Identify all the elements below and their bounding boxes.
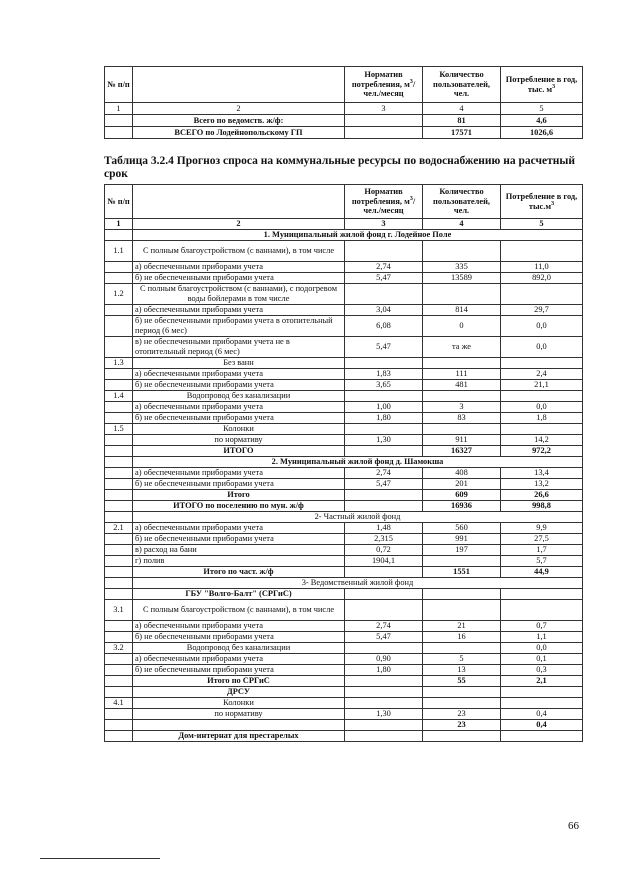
row-users: 408 [423,468,501,479]
row-label: ИТОГО по поселению по мун. ж/ф [133,501,345,512]
row-norm: 1,80 [345,413,423,424]
row-consumption: 9,9 [501,523,583,534]
row-users: 55 [423,676,501,687]
row-consumption [501,391,583,402]
row-consumption: 0,0 [501,316,583,337]
row-number [105,534,133,545]
row-norm [345,698,423,709]
table-row [105,665,583,676]
row-users: 0 [423,316,501,337]
row-label: ВСЕГО по Лодейнопольскому ГП [133,127,345,139]
row-norm: 1,30 [345,435,423,446]
row-number [105,435,133,446]
section-title: 3- Ведомственный жилой фонд [133,578,583,589]
row-number [105,273,133,284]
row-consumption: 1,8 [501,413,583,424]
row-number [105,413,133,424]
row-number [105,665,133,676]
row-label: Колонки [133,698,345,709]
row-norm [345,676,423,687]
row-number [105,305,133,316]
row-users [423,687,501,698]
row-label: Итого по СРГиС [133,676,345,687]
row-label: б) не обеспеченными приборами учета [133,665,345,676]
row-users [423,241,501,262]
section-title: 2. Муниципальный жилой фонд д. Шамокша [133,457,583,468]
row-label: б) не обеспеченными приборами учета в отопительный период (6 мес) [133,316,345,337]
column-number-row [105,219,583,230]
row-consumption: 13,2 [501,479,583,490]
row-consumption: 1026,6 [501,127,583,139]
row-norm [345,284,423,305]
row-number [105,720,133,731]
table-row [105,731,583,742]
table-header-row [105,67,583,103]
row-users: 16327 [423,446,501,457]
header-blank [133,185,345,219]
blank-cell [105,457,133,468]
row-consumption: 0,0 [501,402,583,413]
row-users: 911 [423,435,501,446]
row-norm [345,643,423,654]
table-row [105,369,583,380]
row-users: 1551 [423,567,501,578]
row-consumption: 44,9 [501,567,583,578]
row-norm: 0,72 [345,545,423,556]
row-number [105,380,133,391]
row-consumption [501,589,583,600]
row-users: 335 [423,262,501,273]
table-row [105,316,583,337]
page-number: 66 [568,820,579,832]
table-row [105,698,583,709]
row-norm: 1,83 [345,369,423,380]
row-norm: 1,30 [345,709,423,720]
row-consumption [501,424,583,435]
row-norm [345,600,423,621]
row-users: 197 [423,545,501,556]
row-norm: 3,04 [345,305,423,316]
row-number: 1.5 [105,424,133,435]
row-norm [345,241,423,262]
table-row [105,457,583,468]
row-number [105,676,133,687]
row-number [105,479,133,490]
row-number [105,687,133,698]
row-users [423,643,501,654]
col-index: 4 [423,103,501,115]
col-index: 3 [345,219,423,230]
row-norm: 5,47 [345,479,423,490]
row-norm: 3,65 [345,380,423,391]
table-row [105,424,583,435]
row-norm: 6,08 [345,316,423,337]
row-users: 991 [423,534,501,545]
table-row [105,512,583,523]
row-number [105,632,133,643]
row-number [105,654,133,665]
row-label: б) не обеспеченными приборами учета [133,413,345,424]
row-users: 23 [423,709,501,720]
row-consumption: 1,7 [501,545,583,556]
forecast-table [104,184,583,742]
row-users [423,391,501,402]
row-norm: 5,47 [345,632,423,643]
row-users: 23 [423,720,501,731]
col-index: 4 [423,219,501,230]
table-row [105,337,583,358]
row-label: б) не обеспеченными приборами учета [133,273,345,284]
row-label: ДРСУ [133,687,345,698]
header-users: Количество пользователей, чел. [423,185,501,219]
row-norm: 2,74 [345,468,423,479]
row-norm: 0,90 [345,654,423,665]
header-num: № п/п [105,67,133,103]
row-label: Колонки [133,424,345,435]
row-users: 814 [423,305,501,316]
row-consumption: 2,1 [501,676,583,687]
row-users: 83 [423,413,501,424]
table-row [105,578,583,589]
row-consumption: 4,6 [501,115,583,127]
row-label: Дом-интернат для престарелых [133,731,345,742]
col-index: 1 [105,103,133,115]
table-row [105,556,583,567]
table-row [105,391,583,402]
row-norm: 2,315 [345,534,423,545]
row-norm [345,687,423,698]
row-consumption [501,731,583,742]
row-consumption: 972,2 [501,446,583,457]
table-row [105,545,583,556]
row-label: в) не обеспеченными приборами учета не в отопительный период (6 мес) [133,337,345,358]
row-users [423,600,501,621]
row-number: 1.4 [105,391,133,402]
table-row [105,589,583,600]
row-label: б) не обеспеченными приборами учета [133,380,345,391]
blank-cell [105,512,133,523]
header-norm: Норматив потребления, $м^3/чел$./месяц [345,185,423,219]
row-norm: 5,47 [345,337,423,358]
row-users [423,284,501,305]
row-users [423,424,501,435]
blank-cell [105,230,133,241]
header-consumption: Потребление в год, $тыс.м^3$ [501,185,583,219]
row-number: 1.1 [105,241,133,262]
row-norm: 2,74 [345,262,423,273]
row-users: 13 [423,665,501,676]
table-row [105,687,583,698]
table-row [105,468,583,479]
row-users [423,589,501,600]
table-row [105,380,583,391]
column-number-row [105,103,583,115]
header-users: Количество пользователей, чел. [423,67,501,103]
row-consumption [501,698,583,709]
table-row [105,490,583,501]
row-users [423,731,501,742]
row-norm [345,358,423,369]
row-number [105,490,133,501]
row-label: б) не обеспеченными приборами учета [133,534,345,545]
row-label: а) обеспеченными приборами учета [133,654,345,665]
table-row [105,446,583,457]
section-title: 1. Муниципальный жилой фонд г. Лодейное Поле [133,230,583,241]
row-number [105,316,133,337]
row-users: 560 [423,523,501,534]
row-norm [345,501,423,512]
row-users: 5 [423,654,501,665]
row-consumption: 892,0 [501,273,583,284]
row-label: Водопровод без канализации [133,391,345,402]
row-number [105,556,133,567]
header-blank [133,67,345,103]
blank-cell [105,578,133,589]
row-consumption: 0,1 [501,654,583,665]
section-title: 2- Частный жилой фонд [133,512,583,523]
row-consumption [501,600,583,621]
row-consumption [501,358,583,369]
row-norm [345,490,423,501]
row-users: 201 [423,479,501,490]
row-number: 2.1 [105,523,133,534]
row-label: а) обеспеченными приборами учета [133,369,345,380]
row-label: С полным благоустройством (с ваннами), в том числе [133,241,345,262]
row-consumption: 26,6 [501,490,583,501]
row-label: г) полив [133,556,345,567]
row-label: Без ванн [133,358,345,369]
row-norm [345,567,423,578]
row-consumption: 0,7 [501,621,583,632]
row-norm [345,589,423,600]
row-consumption: 0,0 [501,337,583,358]
table-row [105,567,583,578]
row-label: С полным благоустройством (с ваннами), в том числе [133,600,345,621]
row-norm: 2,74 [345,621,423,632]
row-norm: 1904,1 [345,556,423,567]
row-label: по нормативу [133,709,345,720]
table-row [105,273,583,284]
row-label [133,720,345,731]
row-label: Итого по част. ж/ф [133,567,345,578]
table-row [105,600,583,621]
col-index: 2 [133,219,345,230]
row-label: а) обеспеченными приборами учета [133,402,345,413]
row-users: 609 [423,490,501,501]
col-index: 5 [501,103,583,115]
row-consumption: 0,3 [501,665,583,676]
row-users: 16936 [423,501,501,512]
table-row [105,127,583,139]
row-norm: 5,47 [345,273,423,284]
table-row [105,413,583,424]
header-consumption: Потребление в год, тыс. $м^3$ [501,67,583,103]
row-label: Водопровод без канализации [133,643,345,654]
col-index: 3 [345,103,423,115]
row-number [105,567,133,578]
row-number: 1.2 [105,284,133,305]
row-consumption: 0,4 [501,709,583,720]
table-header-row [105,185,583,219]
row-users [423,556,501,567]
row-consumption: 5,7 [501,556,583,567]
table-row [105,435,583,446]
table-row [105,621,583,632]
row-number: 3.2 [105,643,133,654]
row-users: 21 [423,621,501,632]
row-consumption: 11,0 [501,262,583,273]
row-label: а) обеспеченными приборами учета [133,305,345,316]
row-consumption: 14,2 [501,435,583,446]
row-consumption: 1,1 [501,632,583,643]
row-users: 13589 [423,273,501,284]
row-norm [345,731,423,742]
row-norm: 1,80 [345,665,423,676]
row-users [423,358,501,369]
row-label: б) не обеспеченными приборами учета [133,632,345,643]
table-row [105,305,583,316]
row-consumption [501,284,583,305]
row-label: ИТОГО [133,446,345,457]
row-label: а) обеспеченными приборами учета [133,468,345,479]
row-consumption: 998,8 [501,501,583,512]
row-number: 3.1 [105,600,133,621]
table-row [105,402,583,413]
row-consumption: 27,5 [501,534,583,545]
table-row [105,501,583,512]
table-row [105,479,583,490]
row-consumption [501,687,583,698]
table-row [105,643,583,654]
row-label: а) обеспеченными приборами учета [133,523,345,534]
row-norm [345,446,423,457]
forecast-table-body [105,230,583,742]
row-label: по нормативу [133,435,345,446]
row-number [105,545,133,556]
row-norm: 1,00 [345,402,423,413]
row-label: в) расход на бани [133,545,345,556]
row-users: 3 [423,402,501,413]
row-number [105,621,133,632]
table-row [105,709,583,720]
row-consumption: 21,1 [501,380,583,391]
row-number [105,501,133,512]
row-users [423,698,501,709]
row-number [105,402,133,413]
row-consumption: 0,0 [501,643,583,654]
table-row [105,115,583,127]
table-row [105,654,583,665]
table-row [105,534,583,545]
row-number [105,589,133,600]
row-users: та же [423,337,501,358]
col-index: 5 [501,219,583,230]
row-number [105,468,133,479]
table-row [105,262,583,273]
row-consumption [501,241,583,262]
header-norm: Норматив потребления, $м^3/чел$./месяц [345,67,423,103]
row-number [105,369,133,380]
row-label: Итого [133,490,345,501]
row-norm [345,720,423,731]
col-index: 2 [133,103,345,115]
table-row [105,676,583,687]
row-number [105,731,133,742]
table-row [105,230,583,241]
col-index: 1 [105,219,133,230]
row-number: 4.1 [105,698,133,709]
row-norm: 1,48 [345,523,423,534]
footnote-rule [40,858,160,859]
row-users: 111 [423,369,501,380]
table-continued [104,66,583,139]
row-label: С полным благоустройством (с ваннами), с подогревом воды бойлерами в том числе [133,284,345,305]
table-row [105,523,583,534]
row-number [105,337,133,358]
row-label: а) обеспеченными приборами учета [133,621,345,632]
row-number [105,446,133,457]
row-consumption: 13,4 [501,468,583,479]
row-number [105,709,133,720]
table-row [105,720,583,731]
row-number [105,262,133,273]
row-consumption: 29,7 [501,305,583,316]
row-label: ГБУ "Волго-Балт" (СРГиС) [133,589,345,600]
row-label: б) не обеспеченными приборами учета [133,479,345,490]
row-number: 1.3 [105,358,133,369]
row-consumption: 2,4 [501,369,583,380]
table-row [105,632,583,643]
header-num: № п/п [105,185,133,219]
row-norm [345,391,423,402]
table-row [105,284,583,305]
row-users: 16 [423,632,501,643]
row-users: 81 [423,115,501,127]
row-norm [345,424,423,435]
table-row [105,241,583,262]
row-consumption: 0,4 [501,720,583,731]
table-caption: Таблица 3.2.4 Прогноз спроса на коммунальные ресурсы по водоснабжению на расчетный срок [104,155,575,180]
table-row [105,358,583,369]
row-label: а) обеспеченными приборами учета [133,262,345,273]
row-users: 481 [423,380,501,391]
row-users: 17571 [423,127,501,139]
row-label: Всего по ведомств. ж/ф: [133,115,345,127]
